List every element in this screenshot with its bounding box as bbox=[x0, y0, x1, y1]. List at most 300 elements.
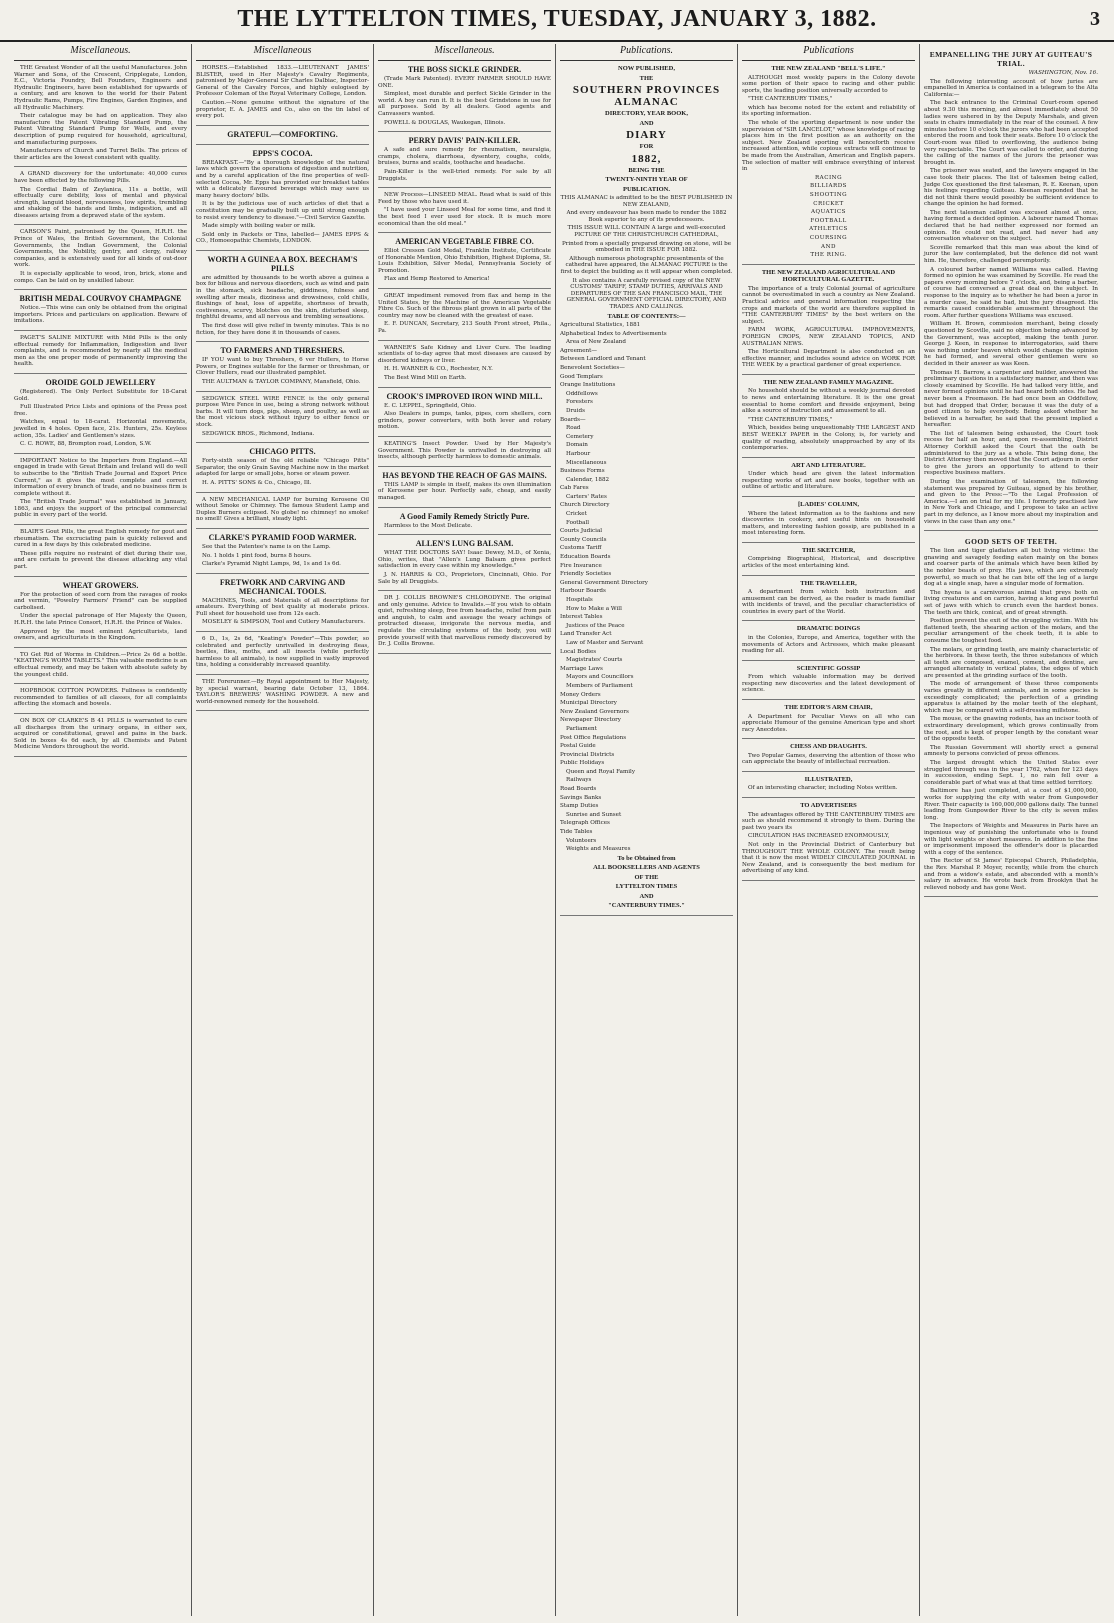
publication-section bbox=[742, 743, 915, 772]
ad-paragraph: POWELL & DOUGLAS, Waukegan, Illinois. bbox=[384, 119, 506, 126]
ad-paragraph: Elliot Cresson Gold Medal, Franklin Institute, Certificate of Honorable Mention, Ohio Exhibition, Highest Diploma, St. Louis Exhibition, Silver Medal, Pennsylvania Society of Promotion. bbox=[378, 248, 551, 274]
ad-paragraph: Simplest, most durable and perfect Sickle Grinder in the world. A boy can run it. It is the best Grindstone in use for all purposes. Sold by all dealers. Good agents and Canvassers wanted. bbox=[378, 91, 551, 117]
toc-entry: Miscellaneous bbox=[566, 459, 607, 466]
ad-paragraph: MACHINES, Tools, and Materials of all descriptions for amateurs. Everything of best quality at moderate prices. Full sheet for household use from 12s each. bbox=[196, 597, 369, 617]
advertisement bbox=[14, 458, 187, 525]
advertisement bbox=[14, 294, 187, 331]
notice-line: DIARY bbox=[626, 129, 667, 141]
ad-paragraph: BLAIR'S Gout Pills, the great English remedy for gout and rheumatism. The excruciating pain is quickly relieved and cured in a few days by this celebrated medicine. bbox=[14, 529, 187, 549]
advertisement bbox=[378, 237, 551, 289]
section-list-item: RACING bbox=[814, 174, 843, 181]
ad-paragraph: THIS LAMP is simple in itself, makes its own illumination of Kerosene per hour. Perfectly safe, cheap, and easily managed. bbox=[378, 481, 551, 501]
closing-line: OF THE bbox=[634, 873, 659, 881]
ad-paragraph: PAGET'S SALINE MIXTURE with Mild Pills is the only effectual remedy for Inflammation, Indigestion and liver complaints, and is recommended by nearly all the medical men as the one proper mode of permanently improving the health. bbox=[14, 335, 187, 368]
page-number: 3 bbox=[1090, 8, 1100, 30]
toc-entry: Customs Tariff bbox=[560, 545, 602, 552]
advertisement bbox=[378, 65, 551, 132]
publication-section bbox=[742, 776, 915, 798]
section-headline: TO ADVERTISERS bbox=[800, 802, 857, 810]
article-paragraph: The largest drought which the United States ever struggled through was in the year 1762, when for 123 days in succession, ending Sept. 1, no rain fell over a considerable part of what was at that time settled territory. bbox=[924, 760, 1098, 786]
toc-entry: Members of Parliament bbox=[566, 682, 633, 689]
notice-paragraph: THIS ALMANAC is admitted to be the BEST PUBLISHED IN NEW ZEALAND, bbox=[560, 195, 733, 208]
section-headline: SCIENTIFIC GOSSIP bbox=[796, 664, 861, 672]
section-paragraph: The advantages offered by THE CANTERBURY TIMES are such as should recommend it strongly to them. During the past two years its bbox=[742, 811, 915, 831]
ad-paragraph: are admitted by thousands to be worth above a guinea a box for bilious and nervous disorders, such as wind and pain in the stomach, sick headache, giddiness, fulness and swelling after meals, dizziness and drowsiness, cold chills, flushings of heat, loss of appetite, shortness of breath, costiveness, scurvy, blotches on the skin, disturbed sleep, frightful dreams, and all nervous and trembling sensations. bbox=[196, 274, 369, 321]
ad-paragraph: Made simply with boiling water or milk. bbox=[202, 223, 316, 230]
section-headline: THE EDITOR'S ARM CHAIR, bbox=[784, 704, 873, 711]
toc-entry: Orange Institutions bbox=[560, 382, 616, 389]
advertisement bbox=[14, 335, 187, 374]
toc-entry: Weights and Measures bbox=[566, 846, 631, 853]
publication-section bbox=[742, 665, 915, 700]
article-paragraph: The following interesting account of how juries are empanelled in America is contained in a telegram to the Alta California:— bbox=[924, 78, 1098, 98]
column-heading: Publications. bbox=[560, 44, 733, 61]
notice-line: AND bbox=[639, 119, 654, 127]
advertisement bbox=[196, 679, 369, 711]
toc-entry: Magistrates' Courts bbox=[566, 657, 623, 664]
advertisement bbox=[196, 130, 369, 145]
article-title: GOOD SETS OF TEETH. bbox=[964, 537, 1058, 547]
publication-section bbox=[742, 501, 915, 543]
toc-entry: Municipal Directory bbox=[560, 700, 617, 707]
ad-paragraph: E. C. LEPPEL, Springfield, Ohio. bbox=[384, 402, 477, 409]
advertisement bbox=[378, 293, 551, 341]
advertisement bbox=[196, 396, 369, 444]
toc-entry: Cemetery bbox=[566, 433, 594, 440]
ad-headline: A Good Family Remedy Strictly Pure. bbox=[399, 511, 530, 521]
ad-paragraph: Flax and Hemp Restored to America! bbox=[384, 276, 490, 283]
section-paragraph: CIRCULATION HAS INCREASED ENORMOUSLY, bbox=[748, 833, 890, 840]
ad-paragraph: NEW Process—LINSEED MEAL. Read what is said of this Feed by those who have used it. bbox=[378, 192, 551, 205]
article-paragraph: During the examination of talesmen, the following statement was prepared by Guiteau, signed by his brother, and given to the Press:—"To the Legal Profession of America.—I am on trial for my life. I formerly practised law in New York and Chicago, and I propose to take an active part in my defence, as I know more about my inspiration and views in the case than any one." bbox=[924, 479, 1098, 525]
ad-paragraph: WHAT THE DOCTORS SAY! Isaac Dewey, M.D., of Xenia, Ohio, writes, that "Allen's Lung Balsam gives perfect satisfaction in every case within my knowledge." bbox=[378, 550, 551, 570]
section-headline: ART AND LITERATURE. bbox=[791, 461, 866, 469]
closing-line: AND bbox=[639, 892, 654, 900]
toc-entry: Oddfellows bbox=[566, 390, 598, 397]
article-paragraph: Scoville remarked that this man was about the kind of juror the law contemplated, but the defence did not want him. He, therefore, challenged peremptorily. bbox=[924, 244, 1098, 265]
advertisement bbox=[196, 346, 369, 391]
section-paragraph: No household should be without a weekly journal devoted to news and entertaining literature. It is the one great essential to home comfort and fireside enjoyment, being alike a source of instruction and amusement to all. bbox=[742, 388, 915, 415]
section-paragraph: The whole of the sporting department is now under the supervision of "SIR LANCELOT," whose knowledge of racing places him in the first position as an authority on the subject. New Zealand sporting will henceforth receive increased attention, while copious extracts will continue to be made from the Australian, American and English papers. The selection of matter will embrace everything of interest in bbox=[742, 120, 915, 173]
ad-paragraph: MOSELEY & SIMPSON, Tool and Cutlery Manufacturers. bbox=[202, 619, 365, 626]
article-paragraph: The lion and tiger gladiators all but living victims: the gnawing and savagely feeding eaten mainly on the bones and coarser parts of the animals which have been killed by the nobler beasts of prey. His jaws, which are extremely powerful, so much so that he can bite off the leg of a large dog at a single snap, have a singular mode of formation. bbox=[924, 548, 1098, 588]
ad-paragraph: Pain-Killer is the well-tried remedy. For sale by all Druggists. bbox=[378, 168, 551, 182]
advertisement bbox=[14, 529, 187, 577]
toc-entry: Public Holidays bbox=[560, 760, 605, 767]
ad-paragraph: The Best Wind Mill on Earth. bbox=[384, 375, 467, 381]
toc-entry: Domain bbox=[566, 442, 588, 449]
toc-entry: Agricultural Statistics, 1881 bbox=[560, 322, 641, 328]
section-paragraph: ALTHOUGH most weekly papers in the Colony devote some portion of their space to racing and other public sports, the leading position universally accorded to bbox=[742, 74, 915, 94]
section-headline: THE SKETCHER, bbox=[801, 546, 856, 554]
ad-headline: BRITISH MEDAL COURVOY CHAMPAGNE bbox=[19, 294, 182, 304]
ad-paragraph: HORSES.—Established 1833.—LIEUTENANT JAMES' BLISTER, used in Her Majesty's Cavalry Regiments, patronised by Major-General Sir Charles Dalbiac, Inspector-General of the Cavalry Forces, and highly eulogised by Professor Coleman of the Royal Veterinary College, London. bbox=[196, 65, 369, 98]
advertisement bbox=[196, 533, 369, 574]
ad-paragraph: THE Forerunner.—By Royal appointment to Her Majesty, by special warrant, bearing date October 13, 1864. TAYLOR'S BREWERS' WASHING POWDER. A new and world-renowned remedy for the household. bbox=[196, 679, 369, 705]
advertisement bbox=[196, 447, 369, 492]
section-list-item: THE RING. bbox=[810, 252, 847, 259]
advertisement bbox=[378, 392, 551, 437]
ad-paragraph: Harmless to the Most Delicate. bbox=[384, 522, 473, 529]
toc-entry: Provincial Districts bbox=[560, 751, 615, 758]
publication-section bbox=[742, 704, 915, 739]
ad-headline: CHICAGO PITTS. bbox=[249, 447, 316, 457]
ad-headline: AMERICAN VEGETABLE FIBRE CO. bbox=[395, 237, 534, 247]
ad-paragraph: Sold only in Packets or Tins, labelled— JAMES EPPS & CO., Homoeopathic Chemists, LONDON. bbox=[196, 231, 369, 245]
section-headline: [LADIES' COLUMN, bbox=[797, 501, 860, 508]
toc-entry: New Zealand Governors bbox=[560, 708, 629, 715]
section-list-item: SHOOTING bbox=[809, 192, 848, 198]
column-1 bbox=[10, 44, 192, 1616]
toc-entry: Between Landlord and Tenant bbox=[560, 356, 646, 363]
advertisement bbox=[378, 512, 551, 536]
publication-section bbox=[742, 802, 915, 881]
closing-line: "CANTERBURY TIMES." bbox=[608, 902, 685, 910]
ad-paragraph: (Trade Mark Patented). EVERY FARMER SHOULD HAVE ONE. bbox=[378, 76, 551, 89]
notice-line: SOUTHERN PROVINCES ALMANAC bbox=[572, 84, 721, 108]
ad-paragraph: Manufacturers of Church and Turret Bells. The prices of their articles are the lowest consistent with quality. bbox=[14, 148, 187, 161]
ad-paragraph: ON BOX OF CLARKE'S B 41 PILLS is warranted to cure all discharges from the urinary organs, in either sex, acquired or constitutional, gravel and pains in the back. Sold in boxes 4s 6d each, by all Chemists and Patent Medicine Vendors throughout the world. bbox=[14, 717, 187, 751]
article-title: EMPANELLING THE JURY AT GUITEAU'S TRIAL. bbox=[929, 50, 1093, 68]
ad-paragraph: The first dose will give relief in twenty minutes. This is no fiction, for they have done it in thousands of cases. bbox=[196, 323, 369, 336]
column-5 bbox=[738, 44, 920, 1616]
almanac-notice bbox=[560, 65, 733, 916]
advertisement bbox=[196, 149, 369, 251]
ad-paragraph: H. A. PITTS' SONS & Co., Chicago, Ill. bbox=[202, 479, 312, 486]
toc-entry: Cab Fares bbox=[560, 485, 589, 492]
section-paragraph: Two Popular Games, deserving the attention of those who can appreciate the beauty of intellectual recreation. bbox=[742, 752, 915, 766]
toc-entry: Harbour Boards bbox=[560, 588, 606, 595]
masthead bbox=[0, 0, 1114, 42]
article-paragraph: The mouse, or the gnawing rodents, has an incisor tooth of extraordinary development, which grows continually from the root, and is kept of proper length by the constant wear of the opposite teeth. bbox=[924, 716, 1098, 743]
ad-paragraph: IF YOU want to buy Threshers, 6 ver Hullers, to Horse Powers, or Engines suitable for the farmer or threshman, or Clover Hullers, read our illustrated pamphlet. bbox=[196, 357, 369, 377]
notice-line: DIRECTORY, YEAR BOOK, bbox=[605, 110, 688, 117]
article-paragraph: Baltimore has just completed, at a cost of $1,000,000, works for supplying the city with water from Gunpowder River. Their capacity is 160,000,000 gallons daily. The tunnel leading from Gunpowder River to the city is seven miles long. bbox=[924, 788, 1098, 821]
ad-paragraph: Clarke's Pyramid Night Lamps, 9d, 1s and 1s 6d. bbox=[202, 561, 341, 568]
ad-paragraph: The Cordial Balm of Zeylanica, 11s a bottle, will effectually cure debility, loss of mental and physical strength, languid blood, nervousness, low spirits, trembling and shaking of the hands and limbs, indigestion, and all diseases arising from a depraved state of the system. bbox=[14, 186, 187, 219]
ad-paragraph: Their catalogue may be had on application. They also manufacture the Patent Vibrating Standard Pump, the Patent Vibrating Standard Pump for Wells, and every description of pump required for household, agricultural, and manufacturing purposes. bbox=[14, 113, 187, 146]
article-paragraph: The Inspectors of Weights and Measures in Paris have an ingenious way of punishing the unfortunate who is found with light weights or short measures. In addition to the fine or imprisonment imposed the offender's door is placarded with a copy of the sentence. bbox=[924, 823, 1098, 856]
publication-section bbox=[742, 625, 915, 660]
section-list-item: AQUATICS bbox=[811, 209, 846, 216]
closing-line: ALL BOOKSELLERS AND AGENTS bbox=[593, 864, 700, 872]
section-paragraph: Under which head are given the latest information respecting works of art and new books, together with an outline of artistic and literature. bbox=[742, 471, 915, 491]
ad-paragraph: Caution.—None genuine without the signature of the proprietor, E. A. JAMES and Co., also on the tin label of every pot. bbox=[196, 99, 369, 120]
toc-entry: Money Orders bbox=[560, 691, 601, 698]
ad-headline: TO FARMERS AND THRESHERS. bbox=[220, 346, 345, 356]
publication-section bbox=[742, 580, 915, 622]
toc-entry: Cricket bbox=[566, 511, 587, 518]
toc-entry: Benevolent Societies— bbox=[560, 364, 625, 371]
toc-entry: Stamp Duties bbox=[560, 803, 599, 810]
column-4 bbox=[556, 44, 738, 1616]
article-paragraph: The mode of arrangement of these three components varies greatly in different animals, and in some species is exceedingly complicated; the perfection of a grinding apparatus is attained by the molar teeth of the elephant, which may be compared with a self-dressing millstone. bbox=[924, 681, 1098, 714]
ad-paragraph: Under the special patronage of Her Majesty the Queen, H.R.H. the late Prince Consort, H.R.H. the Prince of Wales. bbox=[14, 613, 187, 626]
toc-entry: Queen and Royal Family bbox=[566, 768, 636, 775]
toc-entry: Courts Judicial bbox=[560, 528, 603, 535]
ad-paragraph: IMPORTANT Notice to the Importers from England.—All engaged in trade with Great Britain and Ireland will do well to subscribe to the "British Trade Journal and Export Price Current," as it gives the most complete and correct information of every branch of trade, and no business firm is complete without it. bbox=[14, 457, 187, 497]
ad-paragraph: Full Illustrated Price Lists and opinions of the Press post free. bbox=[14, 404, 187, 417]
article-paragraph: The prisoner was seated, and the lawyers engaged in the case took their places. The list of talesmen being called, Judge Cox questioned the first talesman, R. E. Keenan, upon his feelings regarding Guiteau. Keenan responded that he did not think there would possibly be sufficient evidence to change the opinion he had formed. bbox=[924, 168, 1098, 208]
section-headline: THE NEW ZEALAND FAMILY MAGAZINE. bbox=[763, 378, 894, 386]
toc-entry: Education Boards bbox=[560, 554, 611, 561]
toc-entry: Marriage Laws bbox=[560, 665, 603, 672]
toc-entry: How to Make a Will bbox=[566, 605, 622, 612]
ad-paragraph: E. F. DUNCAN, Secretary, 213 South Front street, Phila., Pa. bbox=[378, 321, 551, 335]
toc-entry: Alphabetical Index to Advertisements bbox=[560, 330, 667, 337]
ad-headline: FRETWORK AND CARVING AND MECHANICAL TOOLS. bbox=[219, 577, 346, 596]
advertisement bbox=[14, 378, 187, 454]
ad-paragraph: "I have used your Linseed Meal for some time, and find it the best feed I ever used for stock. It is much more economical than the old meal." bbox=[378, 207, 551, 227]
toc-entry: General Government Directory bbox=[560, 579, 648, 586]
toc-entry: Hospitals bbox=[566, 597, 593, 603]
ad-paragraph: WARNER'S Safe Kidney and Liver Cure. The leading scientists of to-day agree that most diseases are caused by disordered kidneys or liver. bbox=[378, 344, 551, 364]
advertisement bbox=[378, 595, 551, 654]
column-heading: Publications bbox=[742, 44, 915, 61]
ad-paragraph: DR J. COLLIS BROWNE'S CHLORODYNE. The original and only genuine. Advice to Invalids.—If you wish to obtain quiet, refreshing sleep, free from headache, relief from pain and anguish, to calm and assuage the weary achings of protracted disease, invigorate the nervous media, and regulate the circulating systems of the body, you will provide yourself with that marvellous remedy discovered by Dr. J. Collis Browne. bbox=[378, 595, 551, 648]
notice-line: BEING THE bbox=[628, 166, 665, 174]
ad-paragraph: 6 D., 1s, 2s 6d, "Keating's Powder"—This powder, so celebrated and perfectly unrivalled in destroying fleas, beetles, flies, moths, and all insects (while perfectly harmless to all animals), is now supplied in vastly improved tins, holding a considerably increased quantity. bbox=[196, 636, 369, 669]
ad-paragraph: The "British Trade Journal" was established in January, 1863, and enjoys the support of the principal commercial public in every part of the world. bbox=[14, 499, 187, 519]
ad-headline: PERRY DAVIS' PAIN-KILLER. bbox=[408, 136, 521, 146]
ad-paragraph: KEATING'S Insect Powder. Used by Her Majesty's Government. This Powder is unrivalled in destroying all insects, although perfectly harmless to domestic animals. bbox=[378, 440, 551, 461]
advertisement bbox=[378, 471, 551, 508]
section-paragraph: From which valuable information may be derived respecting new discoveries and the latest development of science. bbox=[742, 674, 915, 694]
ad-paragraph: Also Dealers in pumps, tanks, pipes, corn shellers, corn grinders, power converters, with both lever and rotary motion. bbox=[378, 411, 551, 431]
ad-headline: CLARKE'S PYRAMID FOOD WARMER. bbox=[208, 532, 357, 542]
notice-line: TWENTY-NINTH YEAR OF bbox=[605, 176, 688, 183]
ad-paragraph: Notice.—This wine can only be obtained from the original importers. Prices and particulars on application. Beware of imitations. bbox=[14, 305, 187, 325]
column-6 bbox=[920, 44, 1102, 1616]
toc-entry: Business Forms bbox=[560, 468, 605, 475]
column-heading: Miscellaneous bbox=[196, 44, 369, 61]
ad-paragraph: It is especially applicable to wood, iron, brick, stone and compo. Can be laid on by unskilled labour. bbox=[14, 271, 187, 284]
closing-line: LYTTELTON TIMES bbox=[615, 883, 678, 891]
toc-entry: Telegraph Offices bbox=[560, 820, 610, 827]
ad-paragraph: THE Greatest Wonder of all the useful Manufactures. John Warner and Sons, of the Crescent, Cripplegate, London, E.C., Victoria Foundry, Bell Founders, Engineers and Hydraulic Engineers, have been established for upwards of a century, and are known to the world for their Patent Hydraulic Rams, Pumps, Fire Engines, Garden Engines, and all Hydraulic Machinery. bbox=[14, 65, 187, 111]
section-headline: THE TRAVELLER, bbox=[800, 579, 857, 587]
article-paragraph: The list of talesmen being exhausted, the Court took recess for half an hour, and, upon re-assembling, District Attorney Corkhill asked the Court that the oath be administered to the jury as a whole. This being done, the District Attorney then moved that the Court adjourn in order to give the jurors an opportunity to attend to their respective business matters. bbox=[924, 430, 1098, 477]
notice-line: NOW PUBLISHED, bbox=[618, 65, 675, 72]
advertisement bbox=[14, 718, 187, 757]
section-list-item: FOOTBALL bbox=[810, 217, 847, 224]
ad-paragraph: Watches, equal to 18-carat. Horizontal movements, jewelled in 4 holes. Open face, 21s. Hunters, 25s. Keyless action, 35s. Ladies' and Gentlemen's sizes. bbox=[14, 419, 187, 439]
section-paragraph: The Horticultural Department is also conducted on an effective manner, and includes sound advice on WORK FOR THE WEEK by a practical gardener of great experience. bbox=[742, 349, 915, 369]
toc-entry: Road bbox=[566, 425, 581, 432]
advertisement bbox=[14, 652, 187, 684]
toc-entry: Area of New Zealand bbox=[566, 339, 626, 346]
toc-entry: Foresters bbox=[566, 399, 593, 406]
toc-heading: TABLE OF CONTENTS:— bbox=[607, 312, 686, 320]
notice-line: THE bbox=[639, 74, 654, 82]
toc-entry: Justices of the Peace bbox=[566, 622, 625, 629]
closing-line: To be Obtained from bbox=[617, 854, 676, 862]
toc-entry: Boards— bbox=[560, 416, 586, 423]
notice-paragraph: And every endeavour has been made to render the 1882 Book superior to any of its predecessors. bbox=[566, 210, 727, 223]
toc-entry: Postal Guide bbox=[560, 743, 596, 750]
ad-paragraph: THE AULTMAN & TAYLOR COMPANY, Mansfield, Ohio. bbox=[202, 379, 361, 385]
section-list-item: ATHLETICS bbox=[809, 226, 848, 233]
toc-entry: Druids bbox=[566, 407, 586, 414]
ad-paragraph: Approved by the most eminent Agriculturists, land owners, and agriculturists in the Kingdom. bbox=[14, 628, 187, 642]
section-list-item: AND bbox=[821, 243, 836, 250]
ad-paragraph: A GRAND discovery for the unfortunate: 40,000 cures have been effected by the following Pills. bbox=[14, 171, 187, 184]
advertisement bbox=[196, 497, 369, 529]
newspaper-title: THE LYTTELTON TIMES, TUESDAY, JANUARY 3, 1882. bbox=[237, 6, 877, 32]
toc-entry: County Councils bbox=[560, 536, 607, 543]
ad-paragraph: BREAKFAST.—"By a thorough knowledge of the natural laws which govern the operations of digestion and nutrition, and by a careful application of the fine properties of well-selected Cocoa, Mr. Epps has provided our breakfast tables with a delicately flavoured beverage which may save us many heavy doctors' bills. bbox=[196, 159, 369, 199]
ad-paragraph: H. H. WARNER & CO., Rochester, N.Y. bbox=[384, 366, 493, 373]
advertisement bbox=[14, 171, 187, 225]
section-headline: CHESS AND DRAUGHTS. bbox=[790, 743, 867, 751]
column-3 bbox=[374, 44, 556, 1616]
ad-headline: HAS BEYOND THE REACH OF GAS MAINS. bbox=[382, 470, 547, 480]
notice-line: PUBLICATION. bbox=[622, 185, 670, 193]
advertisement bbox=[196, 255, 369, 342]
ad-paragraph: For the protection of seed corn from the ravages of rooks and vermin, "Powelry Farmers' Friend" can be supplied carbolised. bbox=[14, 591, 187, 611]
ad-headline: WORTH A GUINEA A BOX. BEECHAM'S PILLS bbox=[207, 254, 358, 273]
article-paragraph: Thomas H. Barrow, a carpenter and builder, answered the preliminary questions in a satisfactory manner, and then was closely examined by Scoville. He had talked very little, and never formed opinions until he had heard both sides. He had never been a Freemason. He had once been an Oddfellow, but had dropped that Order, because it was the duty of a good citizen to help everybody. Being asked whether he believed in a hereafter, he said that the present implied a hereafter. bbox=[924, 369, 1098, 429]
advertisement bbox=[14, 688, 187, 714]
section-headline: ILLUSTRATED, bbox=[804, 775, 853, 783]
ad-paragraph: GREAT impediment removed from flax and hemp in the United States, by the Machine of the American Vegetable Fibre Co. Such of the fibrous plant grown in all parts of the country may now be cleaned with the greatest of ease. bbox=[378, 293, 551, 319]
toc-entry: Sunrise and Sunset bbox=[566, 811, 622, 818]
toc-entry: Interest Tables bbox=[560, 614, 603, 621]
article-paragraph: The next talesman called was excused almost at once, having formed a decided opinion. A labourer named Thomas declared that he had neither expressed nor formed an opinion. He could not read, and had never had any conversation whatever on the subject. bbox=[924, 209, 1098, 243]
advertisement bbox=[14, 65, 187, 167]
publication-section bbox=[742, 547, 915, 576]
section-paragraph: Comprising Biographical, Historical, and descriptive articles of the most entertaining kind. bbox=[742, 556, 915, 569]
article-dateline: WASHINGTON, Nov. 16. bbox=[1028, 70, 1098, 76]
toc-entry: Friendly Societies bbox=[560, 571, 612, 578]
section-paragraph: "THE CANTERBURY TIMES," bbox=[748, 96, 833, 103]
section-list-item: COURSING bbox=[809, 234, 848, 241]
advertisement bbox=[14, 229, 187, 290]
toc-entry: Agreement— bbox=[560, 347, 597, 354]
toc-entry: Volunteers bbox=[566, 837, 597, 844]
columns-container bbox=[10, 44, 1104, 1616]
toc-entry: Calendar, 1882 bbox=[566, 476, 610, 483]
notice-line: 1882, bbox=[631, 152, 662, 165]
section-paragraph: "THE CANTERBURY TIMES," bbox=[748, 416, 833, 423]
toc-entry: Parliament bbox=[566, 725, 597, 732]
ad-paragraph: SEDGWICK STEEL WIRE FENCE is the only general purpose Wire Fence in use, being a strong network without barbs. It will turn dogs, pigs, sheep, and poultry, as well as the most vicious stock without injury to either fence or stock. bbox=[196, 395, 369, 428]
publication-section bbox=[742, 462, 915, 497]
notice-line: FOR bbox=[639, 143, 654, 150]
ad-paragraph: (Registered). The Only Perfect Substitute for 18-Carat Gold. bbox=[14, 388, 187, 402]
ad-paragraph: See that the Patentee's name is on the Lamp. bbox=[202, 543, 331, 550]
ad-paragraph: HOPBROOK COTTON POWDERS. Fullness is confidently recommended to families of all classes, for all complaints affecting the stomach and bowels. bbox=[14, 688, 187, 708]
ad-headline: THE BOSS SICKLE GRINDER. bbox=[407, 65, 522, 74]
section-paragraph: A Department for Peculiar Views on all who can appreciate Humour of the genuine American type and short racy Anecdotes. bbox=[742, 713, 915, 733]
section-headline: THE NEW ZEALAND AGRICULTURAL AND HORTICULTURAL GAZETTE. bbox=[761, 268, 896, 284]
toc-entry: Land Transfer Act bbox=[560, 631, 612, 638]
toc-entry: Harbour bbox=[566, 450, 591, 457]
toc-entry: Law of Master and Servant bbox=[566, 639, 644, 646]
toc-entry: Mayors and Councillors bbox=[566, 674, 634, 681]
notice-paragraph: Although numerous photographic presentments of the cathedral have appeared, the ALMANAC PICTURE is the first to depict the building as it will appear when completed. bbox=[560, 255, 733, 275]
news-article bbox=[924, 537, 1098, 897]
news-article bbox=[924, 50, 1098, 531]
publication-section bbox=[742, 379, 915, 458]
section-paragraph: Which, besides being unquestionably THE LARGEST AND BEST WEEKLY PAPER in the Colony, is, for variety and quality of reading, absolutely unapproached by any of its contemporaries. bbox=[742, 425, 915, 452]
section-headline: DRAMATIC DOINGS bbox=[796, 625, 861, 633]
ad-paragraph: These pills require no restraint of diet during their use, and are certain to prevent the disease attacking any vital part. bbox=[14, 550, 187, 571]
section-list-item: BILLIARDS bbox=[809, 183, 848, 190]
advertisement bbox=[196, 636, 369, 675]
column-2 bbox=[192, 44, 374, 1616]
advertisement bbox=[196, 578, 369, 632]
section-paragraph: Of an interesting character, including Notes written. bbox=[748, 785, 898, 792]
advertisement bbox=[378, 345, 551, 388]
column-heading: Miscellaneous. bbox=[378, 44, 551, 61]
ad-paragraph: No. 1 holds 1 pint food, burns 8 hours. bbox=[202, 552, 312, 559]
ad-paragraph: CARSON'S Paint, patronised by the Queen, H.R.H. the Prince of Wales, the British Government, the Colonial Governments, the Indian Government, the Colonial Governments, the Nobility, gentry, and clergy, railway companies, and is extensively used for all kinds of out-door work. bbox=[14, 229, 187, 269]
toc-entry: Tide Tables bbox=[560, 829, 593, 836]
article-paragraph: The back entrance to the Criminal Court-room opened about 9.30 this morning, and almost immediately about 50 ladies were ushered in by the Deputy Marshals, and given seats in chairs immediately in the rear of the counsel. A few minutes before 10 o'clock the jurors who had been accepted entered the room and took their seats. Before 10 o'clock the Court-room was filled to overflowing, the audience being very respectable. The Court was called to order, and during the calling of the names of the jurors the prisoner was brought in. bbox=[924, 100, 1098, 166]
advertisement bbox=[378, 136, 551, 188]
section-paragraph: Not only in the Provincial District of Canterbury but THROUGHOUT THE WHOLE COLONY. The result being that it is now the most WIDELY CIRCULATED JOURNAL in New Zealand, and is consequently the best medium for advertising of any kind. bbox=[742, 841, 915, 875]
ad-headline: CROOK'S IMPROVED IRON WIND MILL. bbox=[386, 391, 543, 401]
ad-headline: OROIDE GOLD JEWELLERY bbox=[45, 377, 156, 387]
advertisement bbox=[14, 581, 187, 648]
toc-entry: Post Office Regulations bbox=[560, 734, 627, 741]
ad-paragraph: A safe and sure remedy for rheumatism, neuralgia, cramps, cholera, diarrhoea, dysentery, coughs, colds, bruises, burns and scalds, toothache and headache. bbox=[378, 147, 551, 167]
advertisement bbox=[378, 192, 551, 233]
toc-entry: Railways bbox=[566, 777, 592, 784]
toc-entry: Carters' Rates bbox=[566, 493, 607, 500]
section-paragraph: which has become noted for the extent and reliability of its sporting information. bbox=[742, 104, 915, 118]
advertisement bbox=[196, 65, 369, 126]
ad-paragraph: A NEW MECHANICAL LAMP for burning Kerosene Oil without Smoke or Chimney. The famous Student Lamp and Duplex Burners eclipsed. No globe! no chimney! no smoke! no smell! Gives a brilliant, steady light. bbox=[196, 496, 369, 523]
article-paragraph: The Russian Government will shortly erect a general amnesty to persons convicted of press offences. bbox=[924, 744, 1098, 758]
toc-entry: Road Boards bbox=[560, 786, 597, 793]
article-paragraph: William H. Brown, commission merchant, being closely questioned by Scoville, said no objection being advanced by the Government, was accepted, making the tenth juror. George J. Keen, in response to interrogatories, said there was nothing under heaven which would change the opinion he had formed, and several other gentlemen were so decided in their answer as was Keen. bbox=[924, 321, 1098, 367]
ad-paragraph: Forty-sixth season of the old reliable "Chicago Pitts" Separator, the only Grain Saving Machine now in the market adapted for large or small jobs, horse or steam power. bbox=[196, 458, 369, 478]
notice-paragraph: THIS ISSUE WILL CONTAIN A large and well-executed PICTURE OF THE CHRISTCHURCH CATHEDRAL, bbox=[567, 225, 726, 238]
ad-paragraph: J. N. HARRIS & CO., Proprietors, Cincinnati, Ohio. For Sale by all Druggists. bbox=[378, 571, 551, 585]
ad-headline: EPPS'S COCOA. bbox=[252, 148, 313, 158]
section-paragraph: in the Colonies, Europe, and America, together with the movements of Actors and Actresses, which make pleasant reading for all. bbox=[742, 634, 915, 655]
publication-section bbox=[742, 269, 915, 375]
publication-section bbox=[742, 65, 915, 265]
toc-entry: Newspaper Directory bbox=[560, 717, 621, 724]
ad-headline: WHEAT GROWERS. bbox=[62, 580, 139, 590]
ad-paragraph: C. C. ROWE, 88, Brompton road, London, S.W. bbox=[20, 441, 152, 448]
notice-paragraph: Printed from a specially prepared drawing on stone, will be embodied in THE ISSUE FOR 1882. bbox=[561, 240, 732, 254]
ad-headline: ALLEN'S LUNG BALSAM. bbox=[415, 539, 514, 549]
ad-paragraph: It is by the judicious use of such articles of diet that a constitution may be gradually built up until strong enough to resist every tendency to disease."—Civil Service Gazette. bbox=[196, 201, 369, 221]
advertisement bbox=[378, 539, 551, 591]
ad-paragraph: SEDGWICK BROS., Richmond, Indiana. bbox=[202, 430, 315, 437]
article-paragraph: The Rector of St James' Episcopal Church, Philadelphia, the Rev. Marshal P. Moyer, recently, while from the church and from a widow's estate, and absconded with a month's salary in advance. He wrote back from Brooklyn that he relieved nobody and has gone West. bbox=[924, 858, 1098, 891]
advertisement bbox=[378, 441, 551, 467]
toc-entry: Church Directory bbox=[560, 502, 610, 509]
article-paragraph: The hyena is a carnivorous animal that preys both on living creatures and on carrion, having a long and powerful set of jaws with which to crunch even the hardest bones. The teeth are thick, conical, and of great strength. bbox=[924, 589, 1098, 616]
section-headline: THE NEW ZEALAND "BELL'S LIFE." bbox=[771, 65, 886, 72]
notice-paragraph: It also contains A carefully revised copy of the NEW CUSTOMS' TARIFF, STAMP DUTIES, ARRIVALS AND DEPARTURES OF THE SAN FRANCISCO MAIL, THE GENERAL GOVERNMENT OFFICIAL DIRECTORY, AND TRADES AND CALLINGS. bbox=[566, 277, 727, 310]
section-paragraph: The importance of a truly Colonial journal of agriculture cannot be overestimated in such a country as New Zealand. Practical advice and general information respecting the crops and markets of the world are therefore supplied in "THE CANTERBURY TIMES" by the best writers on the subject. bbox=[742, 285, 915, 325]
toc-entry: Local Bodies bbox=[560, 648, 597, 655]
toc-entry: Fire Insurance bbox=[560, 562, 602, 569]
section-paragraph: Where the latest information as to the fashions and new discoveries in cookery, and useful hints on household matters, and interesting fashion gossip, are published in a most interesting form. bbox=[742, 510, 915, 537]
section-paragraph: A department from which both instruction and amusement can be derived, as the reader is made familiar with incidents of travel, and the peculiar characteristics of countries in every part of the World. bbox=[742, 589, 915, 615]
section-list-item: CRICKET bbox=[813, 200, 844, 207]
ad-paragraph: TO Get Rid of Worms in Children.—Price 2s 6d a bottle. "KEATING'S WORM TABLETS." This valuable medicine is an effectual remedy, and may be taken with absolute safety by the youngest child. bbox=[14, 651, 187, 678]
section-paragraph: FARM WORK, AGRICULTURAL IMPROVEMENTS, FOREIGN CROPS, NEW ZEALAND TOPICS, AND AUSTRALIAN NEWS. bbox=[742, 327, 915, 347]
ad-headline: GRATEFUL—COMFORTING. bbox=[227, 129, 338, 139]
toc-entry: Savings Banks bbox=[560, 794, 602, 801]
